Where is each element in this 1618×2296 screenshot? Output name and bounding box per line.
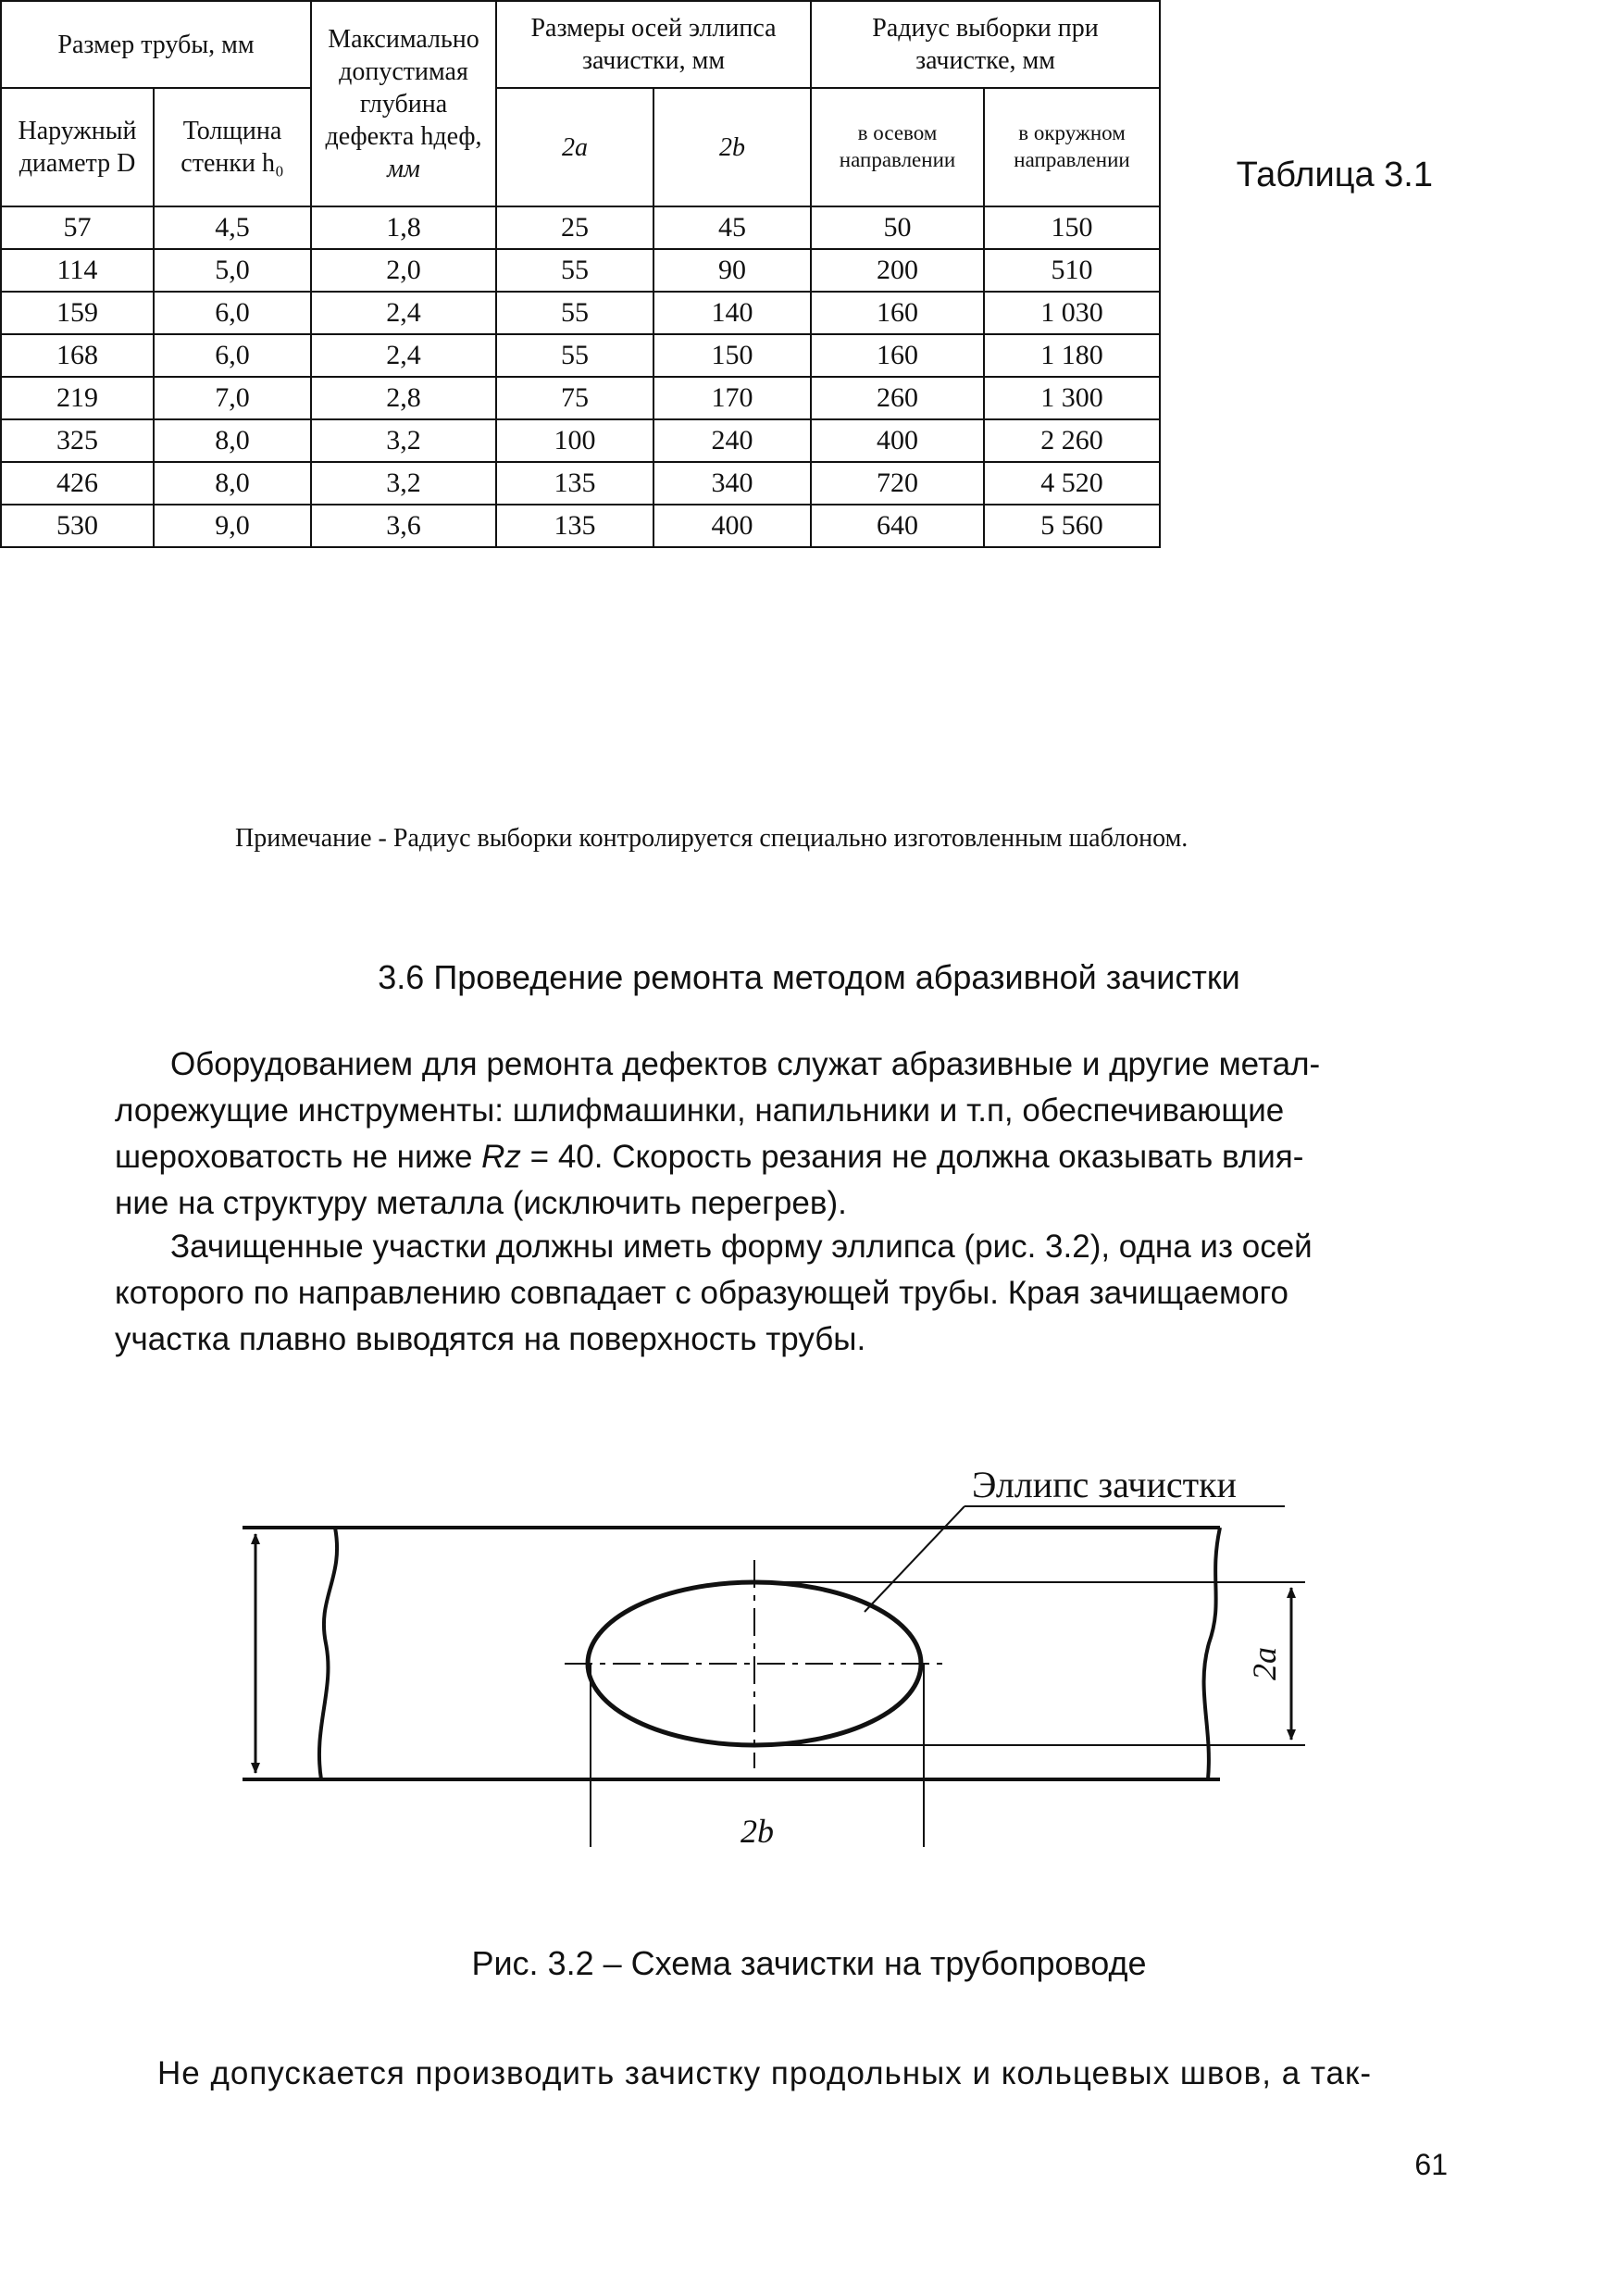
table-cell: 57 <box>1 206 154 249</box>
cleaning-ellipse <box>565 1560 949 1768</box>
header-ellipse-axes-line2: зачистки, мм <box>581 46 726 75</box>
table-cell: 75 <box>496 377 653 419</box>
table-cell: 150 <box>984 206 1160 249</box>
table-cell: 160 <box>811 334 984 377</box>
table-cell: 90 <box>653 249 811 292</box>
table-cell: 510 <box>984 249 1160 292</box>
table-cell: 150 <box>653 334 811 377</box>
table-cell: 50 <box>811 206 984 249</box>
table-cell: 219 <box>1 377 154 419</box>
header-axial-line2: направлении <box>839 148 956 171</box>
table-cell: 1 180 <box>984 334 1160 377</box>
table-cell: 2 260 <box>984 419 1160 462</box>
table-cell: 100 <box>496 419 653 462</box>
table-cell: 4,5 <box>154 206 311 249</box>
page-number: 61 <box>1414 2148 1448 2181</box>
continuation-text: Не допускается производить зачистку продольных и кольцевых швов, а так- <box>157 2055 1372 2091</box>
paragraph-line: лорежущие инструменты: шлифмашинки, напильники и т.п, обеспечивающие <box>115 1092 1285 1129</box>
table-cell: 340 <box>653 462 811 505</box>
paragraph-line: которого по направлению совпадает с образующей трубы. Края зачищаемого <box>115 1275 1288 1311</box>
rz-symbol: Rz <box>481 1139 521 1175</box>
paragraph-line: участка плавно выводятся на поверхность трубы. <box>115 1321 866 1357</box>
table-cell: 9,0 <box>154 505 311 547</box>
header-axial <box>811 88 984 206</box>
table-cell: 170 <box>653 377 811 419</box>
table-cell: 3,2 <box>311 419 496 462</box>
header-max-depth-line3: глубина <box>359 89 448 119</box>
table-cell: 55 <box>496 334 653 377</box>
header-axial-line1: в осевом <box>857 121 938 145</box>
section-heading: 3.6 Проведение ремонта методом абразивной зачистки <box>378 958 1240 996</box>
table-cell: 159 <box>1 292 154 334</box>
header-max-depth <box>311 1 496 206</box>
paragraph-ellipse-shape <box>115 1224 1429 1363</box>
header-outer-diameter-line2: диаметр D <box>19 149 136 178</box>
table-cell: 135 <box>496 462 653 505</box>
table-caption: Таблица 3.1 <box>1236 156 1433 194</box>
table-cell: 7,0 <box>154 377 311 419</box>
table-cell: 530 <box>1 505 154 547</box>
table-cell: 3,6 <box>311 505 496 547</box>
table-row <box>1 334 1160 377</box>
table-cell: 160 <box>811 292 984 334</box>
header-axis-2b: 2b <box>653 88 811 206</box>
table-cell: 325 <box>1 419 154 462</box>
table-cell: 140 <box>653 292 811 334</box>
table-cell: 5 560 <box>984 505 1160 547</box>
dimension-2a-label: 2a <box>1246 1647 1283 1680</box>
table-cell: 5,0 <box>154 249 311 292</box>
header-outer-diameter-line1: Наружный <box>18 117 137 145</box>
pipe-cleaning-table <box>0 0 1161 548</box>
table-cell: 2,8 <box>311 377 496 419</box>
table-cell: 4 520 <box>984 462 1160 505</box>
paragraph-line: ние на структуру металла (исключить перегрев). <box>115 1185 847 1221</box>
table-cell: 200 <box>811 249 984 292</box>
paragraph-line <box>115 1134 1429 1180</box>
table-cell: 114 <box>1 249 154 292</box>
table-cell: 260 <box>811 377 984 419</box>
paragraph-line: Зачищенные участки должны иметь форму эллипса (рис. 3.2), одна из осей <box>170 1229 1313 1265</box>
table-row <box>1 419 1160 462</box>
table-cell: 135 <box>496 505 653 547</box>
header-pipe-size: Размер трубы, мм <box>1 1 311 88</box>
table-cell: 55 <box>496 292 653 334</box>
header-circ-line2: направлении <box>1014 148 1130 171</box>
table-cell: 240 <box>653 419 811 462</box>
table-cell: 640 <box>811 505 984 547</box>
table-row <box>1 206 1160 249</box>
table-cell: 8,0 <box>154 462 311 505</box>
pipe-outline <box>243 1528 1220 1779</box>
table-cell: 720 <box>811 462 984 505</box>
header-radius <box>811 1 1160 88</box>
header-circumferential <box>984 88 1160 206</box>
header-radius-line2: зачистке, мм <box>915 46 1055 75</box>
header-wall-thickness-line2: стенки h₀ <box>180 149 284 178</box>
header-radius-line1: Радиус выборки при <box>872 14 1099 43</box>
table-row <box>1 292 1160 334</box>
header-wall-thickness-line1: Толщина <box>182 117 282 145</box>
table-row <box>1 377 1160 419</box>
header-max-depth-unit: мм <box>387 154 420 183</box>
table-cell: 2,0 <box>311 249 496 292</box>
header-max-depth-line2: допустимая <box>339 56 468 86</box>
ellipse-label: Эллипс зачистки <box>972 1464 1237 1505</box>
paragraph-text: шероховатость не ниже <box>115 1139 482 1175</box>
header-axis-2a: 2a <box>496 88 653 206</box>
header-ellipse-axes <box>496 1 811 88</box>
table-body <box>1 206 1160 547</box>
table-cell: 1 030 <box>984 292 1160 334</box>
header-wall-thickness <box>154 88 311 206</box>
header-circ-line1: в окружном <box>1018 121 1126 145</box>
table-cell: 8,0 <box>154 419 311 462</box>
table-cell: 2,4 <box>311 334 496 377</box>
table-row <box>1 249 1160 292</box>
pipe-cleaning-diagram <box>0 1449 1618 1847</box>
header-outer-diameter <box>1 88 154 206</box>
table-cell: 426 <box>1 462 154 505</box>
table-row <box>1 462 1160 505</box>
paragraph-text: = 40. Скорость резания не должна оказывать влия- <box>520 1139 1304 1175</box>
table-cell: 25 <box>496 206 653 249</box>
table-cell: 2,4 <box>311 292 496 334</box>
leader-line <box>865 1506 965 1612</box>
table-cell: 55 <box>496 249 653 292</box>
table-cell: 168 <box>1 334 154 377</box>
header-max-depth-line1: Максимально <box>328 24 479 54</box>
table-cell: 1 300 <box>984 377 1160 419</box>
pipe-break-right <box>1204 1528 1220 1779</box>
paragraph-line: Оборудованием для ремонта дефектов служат абразивные и другие метал- <box>170 1046 1321 1082</box>
table-cell: 6,0 <box>154 334 311 377</box>
dimension-2b-label: 2b <box>741 1813 774 1847</box>
table-cell: 3,2 <box>311 462 496 505</box>
pipe-break-left <box>319 1528 337 1779</box>
header-ellipse-axes-line1: Размеры осей эллипса <box>530 14 777 43</box>
ellipse-leader <box>865 1506 1285 1612</box>
paragraph-equipment <box>115 1042 1429 1227</box>
table-cell: 400 <box>653 505 811 547</box>
table-cell: 400 <box>811 419 984 462</box>
table-row <box>1 505 1160 547</box>
header-max-depth-line4: дефекта hдеф, <box>325 121 482 151</box>
table-note: Примечание - Радиус выборки контролируется специально изготовленным шаблоном. <box>235 824 1189 853</box>
table-cell: 45 <box>653 206 811 249</box>
table-cell: 6,0 <box>154 292 311 334</box>
figure-caption: Рис. 3.2 – Схема зачистки на трубопроводе <box>471 1944 1147 1982</box>
table-cell: 1,8 <box>311 206 496 249</box>
